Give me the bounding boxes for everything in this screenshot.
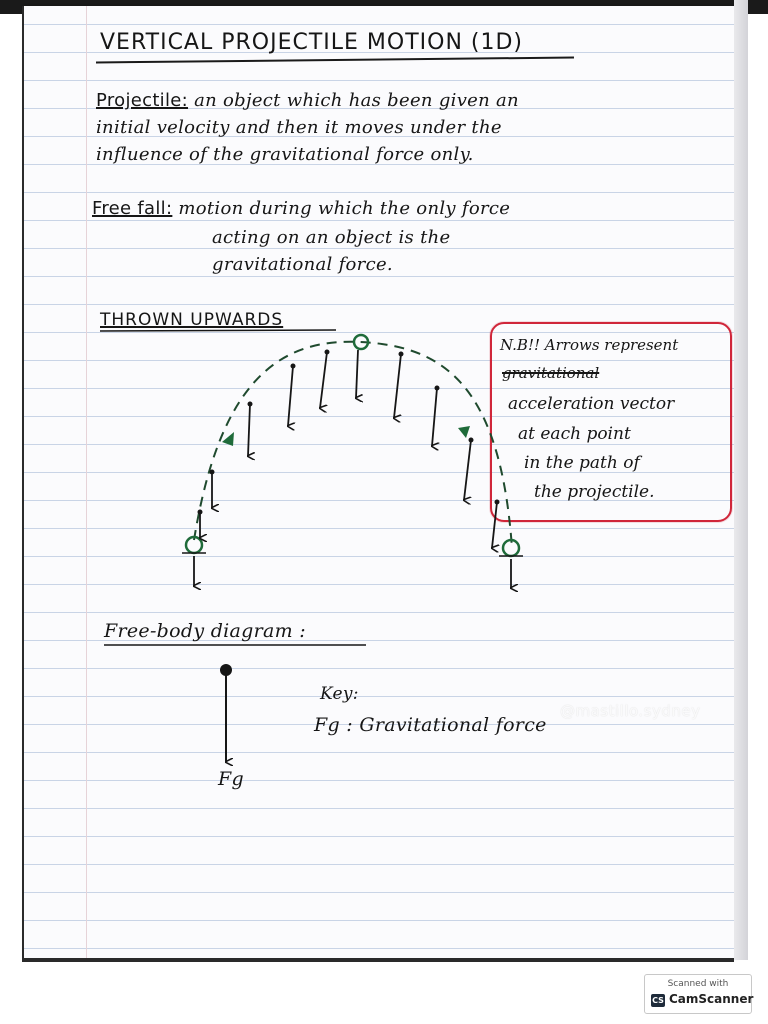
watermark: @mastillo.sydney: [560, 702, 701, 720]
arrow-down-icon: [394, 354, 401, 418]
green-arrowhead-icon: [458, 426, 470, 438]
note-line-1: N.B!! Arrows represent: [500, 336, 679, 354]
fbd-force-label: Fg: [218, 768, 244, 790]
free-fall-text-3: gravitational force.: [212, 254, 393, 275]
projectile-text-1: an object which has been given an: [194, 90, 519, 111]
arrow-down-icon: [432, 388, 437, 446]
key-separator: :: [346, 714, 353, 736]
projectile-text-2: initial velocity and then it moves under the: [96, 117, 502, 138]
key-description: Gravitational force: [359, 714, 547, 736]
free-fall-text-1: motion during which the only force: [178, 198, 511, 219]
badge-caption: Scanned with: [667, 979, 729, 989]
thrown-upwards-heading: THROWN UPWARDS: [100, 310, 284, 330]
key-title: Key:: [320, 684, 359, 704]
fbd-heading: Free-body diagram :: [104, 620, 307, 642]
note-line-3: acceleration vector: [508, 394, 675, 414]
arrow-down-icon: [492, 502, 497, 548]
camscanner-logo-icon: CS: [652, 996, 664, 1005]
heading-underline: [100, 330, 336, 331]
arrow-down-icon: [320, 352, 327, 408]
key-symbol: Fg: [314, 714, 340, 736]
arrow-down-icon: [356, 350, 358, 398]
page-title: VERTICAL PROJECTILE MOTION (1D): [100, 30, 524, 55]
free-fall-text-2: acting on an object is the: [212, 227, 451, 248]
arrow-down-icon: [464, 440, 471, 500]
trajectory-path: [194, 342, 512, 548]
camscanner-badge: [644, 974, 752, 1014]
green-arrowhead-icon: [222, 432, 234, 446]
arrow-down-icon: [248, 404, 250, 456]
projectile-term: Projectile:: [96, 90, 189, 111]
note-line-4: at each point: [518, 424, 631, 444]
projectile-text-3: influence of the gravitational force only.: [96, 144, 474, 165]
arrow-down-icon: [288, 366, 293, 426]
free-fall-term: Free fall:: [92, 198, 173, 219]
note-line-5: in the path of: [524, 453, 640, 473]
badge-name: CamScanner: [669, 992, 754, 1006]
key-entry: [314, 714, 547, 736]
note-line-6: the projectile.: [534, 482, 655, 502]
note-line-struck: gravitational: [502, 364, 600, 382]
